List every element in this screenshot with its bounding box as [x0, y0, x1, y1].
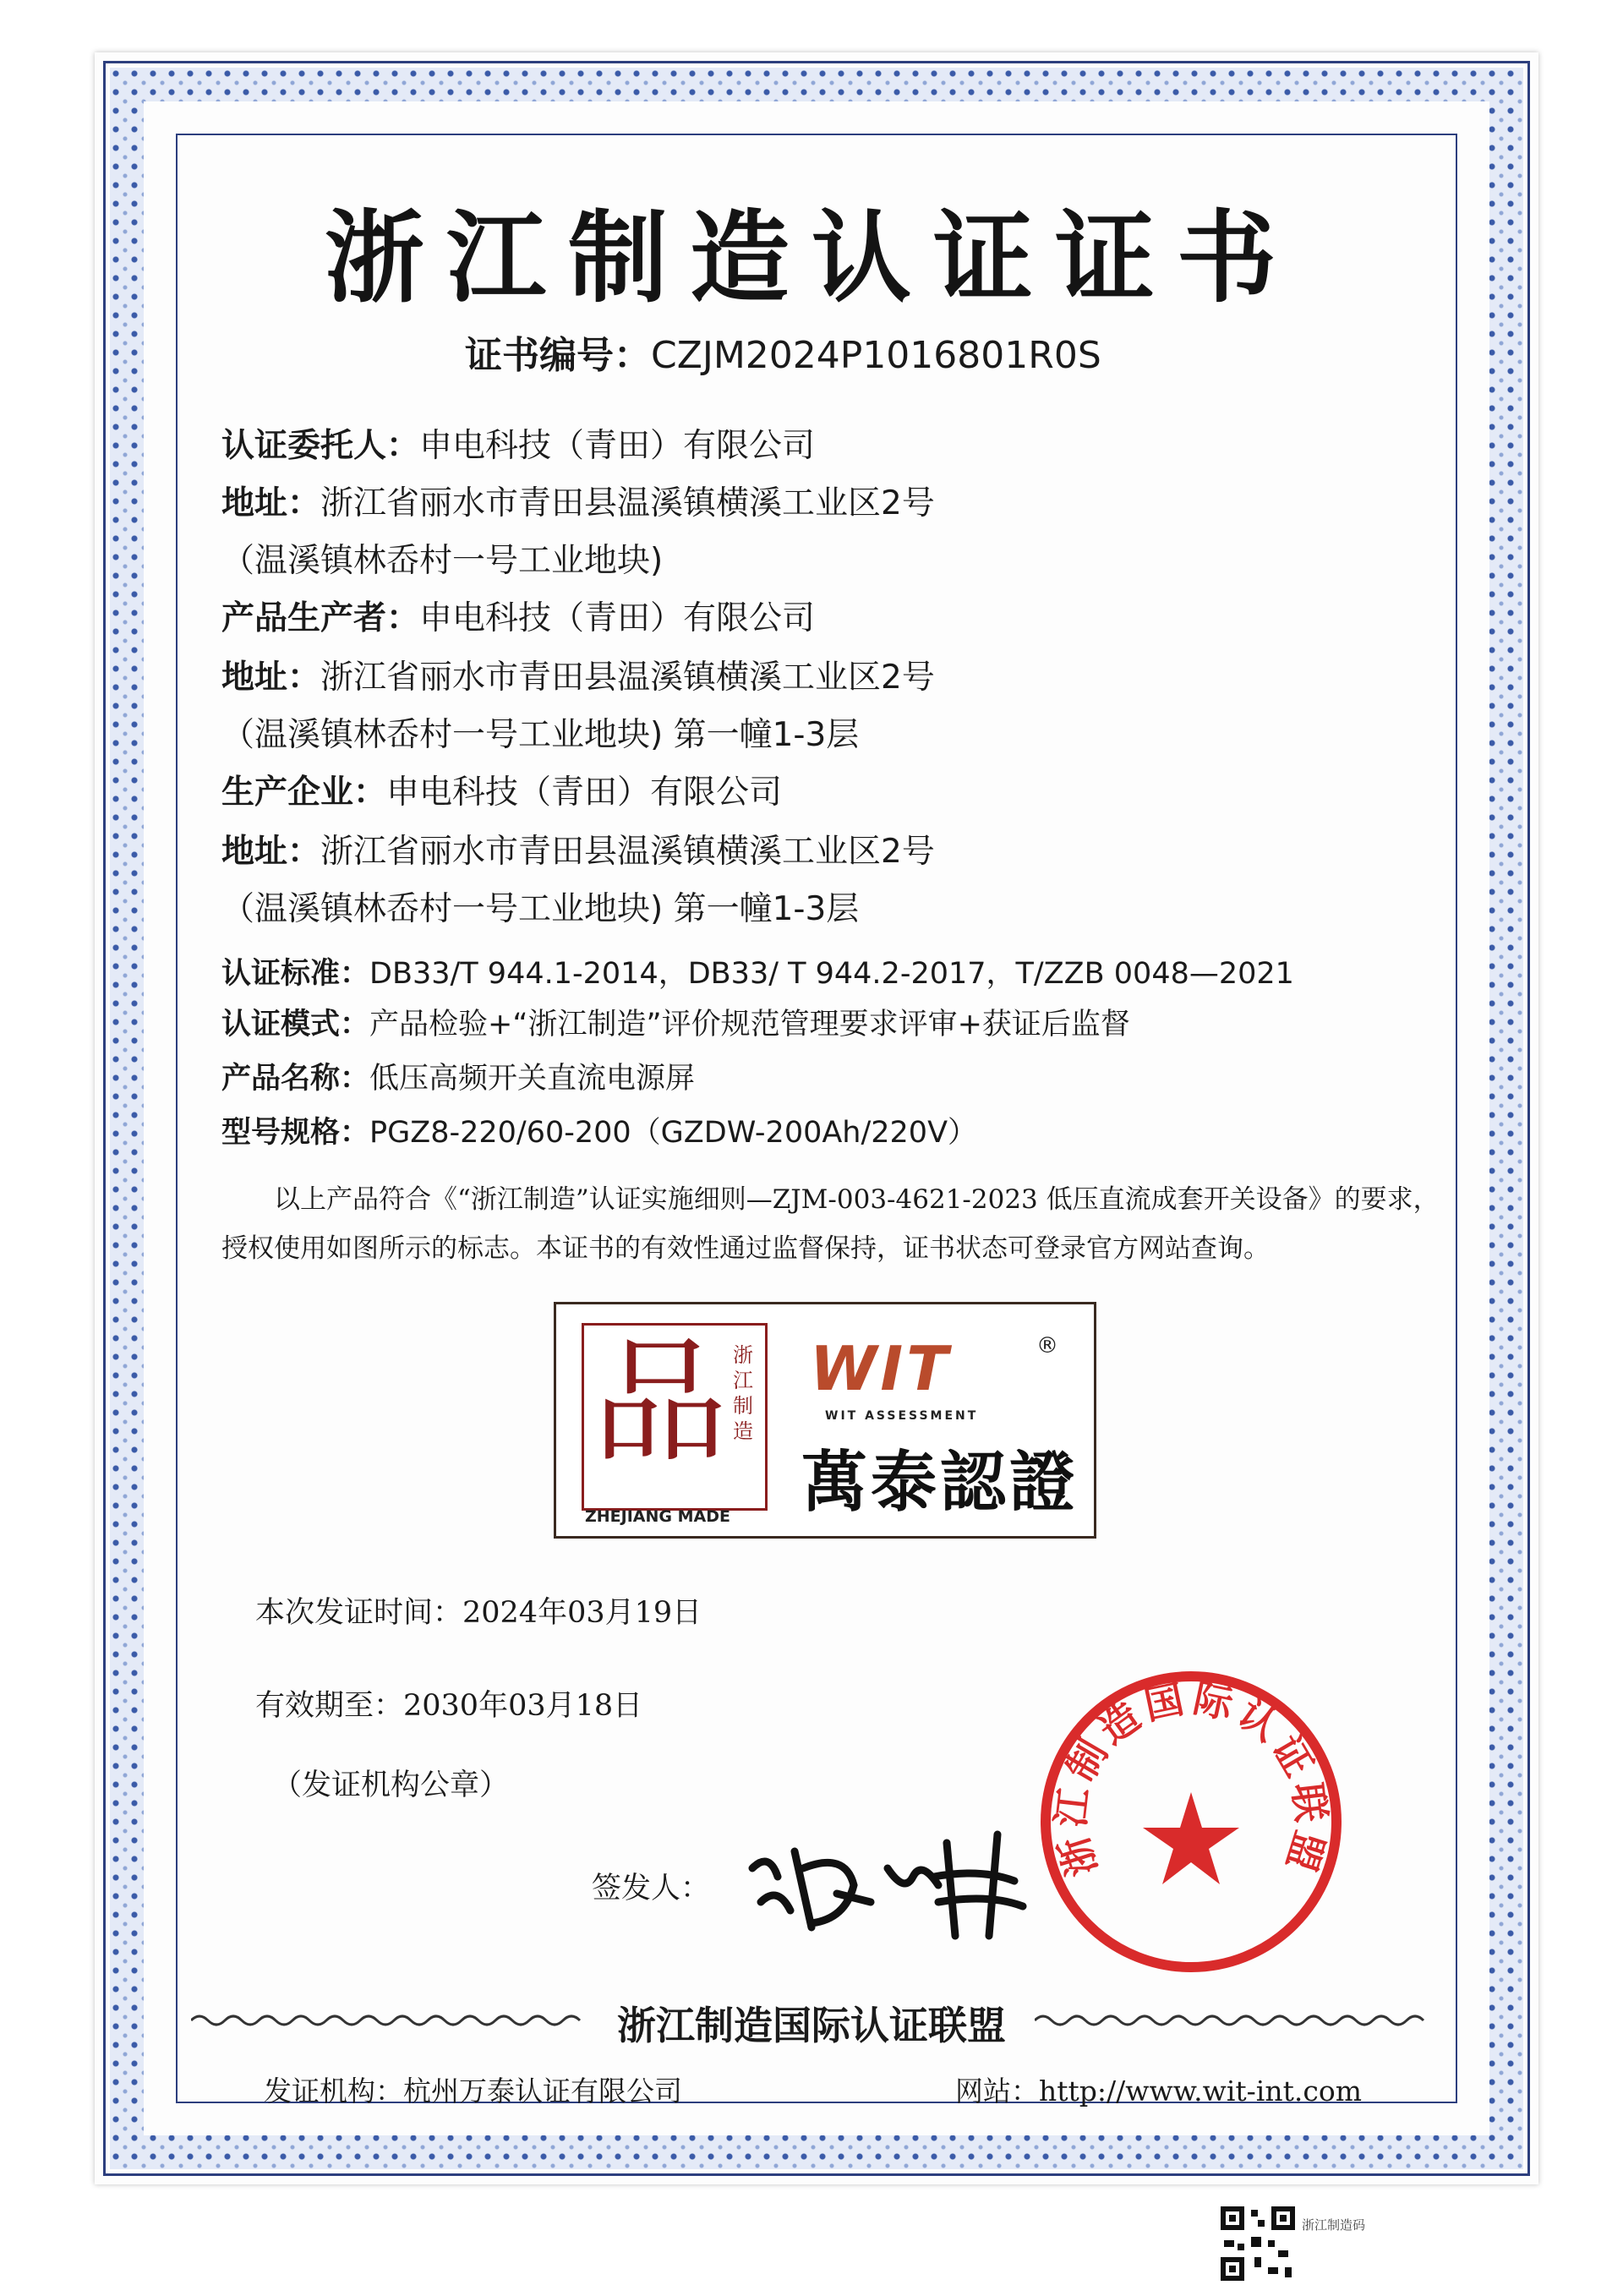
field-label: 生产企业： [221, 774, 387, 812]
valid-until: 有效期至：2030年03月18日 [255, 1689, 643, 1723]
compliance-statement: 以上产品符合《“浙江制造”认证实施细则—ZJM-003-4621-2023 低压直流成套开关设备》的要求，授权使用如图所示的标志。本证书的有效性通过监督保持，证书状态可登录官方网站查询。 [221, 1184, 1440, 1264]
issue-date: 本次发证时间：2024年03月19日 [255, 1596, 702, 1630]
field-value: 浙江省丽水市青田县温溪镇横溪工业区2号 [320, 484, 935, 522]
field-value: （温溪镇林岙村一号工业地块) 第一幢1-3层 [221, 716, 860, 754]
wit-assessment-label: WIT ASSESSMENT [825, 1409, 979, 1423]
registered-mark-icon: ® [1036, 1333, 1058, 1358]
seal-star-icon [1143, 1792, 1239, 1884]
field-row [221, 477, 935, 524]
seal-text: 浙江制造国际认证联盟 [1047, 1675, 1335, 1882]
certification-logo-box [554, 1302, 1096, 1539]
zhejiang-made-logo [582, 1323, 768, 1511]
certificate-number [465, 325, 1101, 379]
field-row [221, 592, 815, 639]
field-value: 申电科技（青田）有限公司 [419, 427, 816, 465]
official-seal [1035, 1665, 1347, 1978]
footer-wave-right [1035, 2012, 1432, 2029]
website-link[interactable]: 网站：http://www.wit-int.com [955, 2075, 1362, 2107]
seal-note: （发证机构公章） [272, 1768, 510, 1802]
signer-label: 签发人： [592, 1872, 711, 1905]
field-row [221, 419, 815, 467]
certificate-title: 浙江制造认证证书 [324, 199, 1298, 316]
field-value: （温溪镇林岙村一号工业地块) 第一幢1-3层 [221, 890, 860, 928]
field-row [221, 651, 935, 698]
certificate-number-value: CZJM2024P1016801R0S [651, 334, 1101, 377]
detail-label: 产品名称： [221, 1062, 370, 1096]
field-value: （温溪镇林岙村一号工业地块) [221, 542, 664, 580]
field-value: 浙江省丽水市青田县温溪镇横溪工业区2号 [320, 833, 935, 871]
field-value: 申电科技（青田）有限公司 [419, 599, 816, 637]
signature [744, 1818, 1065, 1944]
zhejiang-made-label: ZHEJIANG MADE [585, 1507, 730, 1526]
certificate-number-label: 证书编号： [465, 334, 651, 377]
detail-label: 型号规格： [221, 1116, 370, 1150]
detail-label: 认证模式： [221, 1008, 370, 1041]
pin-glyph: 品 [593, 1323, 729, 1481]
qr-code-icon[interactable] [1217, 2203, 1298, 2284]
field-label: 地址： [221, 833, 321, 871]
field-label: 地址： [221, 659, 321, 697]
detail-row-standard [221, 950, 1294, 992]
field-label: 地址： [221, 484, 321, 522]
field-row [221, 534, 663, 582]
detail-row-model [221, 1109, 977, 1151]
field-row [221, 766, 782, 813]
wit-logo: WIT [810, 1333, 952, 1404]
detail-value: PGZ8-220/60-200（GZDW-200Ah/220V） [369, 1116, 978, 1150]
detail-value: 低压高频开关直流电源屏 [369, 1062, 696, 1096]
detail-row-product [221, 1055, 695, 1097]
field-value: 申电科技（青田）有限公司 [386, 774, 783, 812]
field-row [221, 708, 859, 756]
wantai-certification-label: 萬泰認證 [801, 1445, 1079, 1521]
field-row [221, 825, 935, 872]
zhejiang-made-side-text: 浙江制造 [733, 1343, 753, 1443]
detail-row-mode [221, 1001, 1130, 1043]
field-row [221, 883, 859, 930]
field-value: 浙江省丽水市青田县温溪镇横溪工业区2号 [320, 659, 935, 697]
field-label: 产品生产者： [221, 599, 420, 637]
issuing-organization: 发证机构：杭州万泰认证有限公司 [264, 2075, 682, 2107]
detail-label: 认证标准： [221, 957, 370, 991]
detail-value: 产品检验+“浙江制造”评价规范管理要求评审+获证后监督 [369, 1008, 1130, 1041]
detail-value: DB33/T 944.1-2014，DB33/ T 944.2-2017，T/ZZB 0048—2021 [369, 957, 1294, 991]
qr-caption: 浙江制造码 [1302, 2217, 1366, 2233]
alliance-title: 浙江制造国际认证联盟 [617, 2003, 1006, 2048]
field-label: 认证委托人： [221, 427, 420, 465]
